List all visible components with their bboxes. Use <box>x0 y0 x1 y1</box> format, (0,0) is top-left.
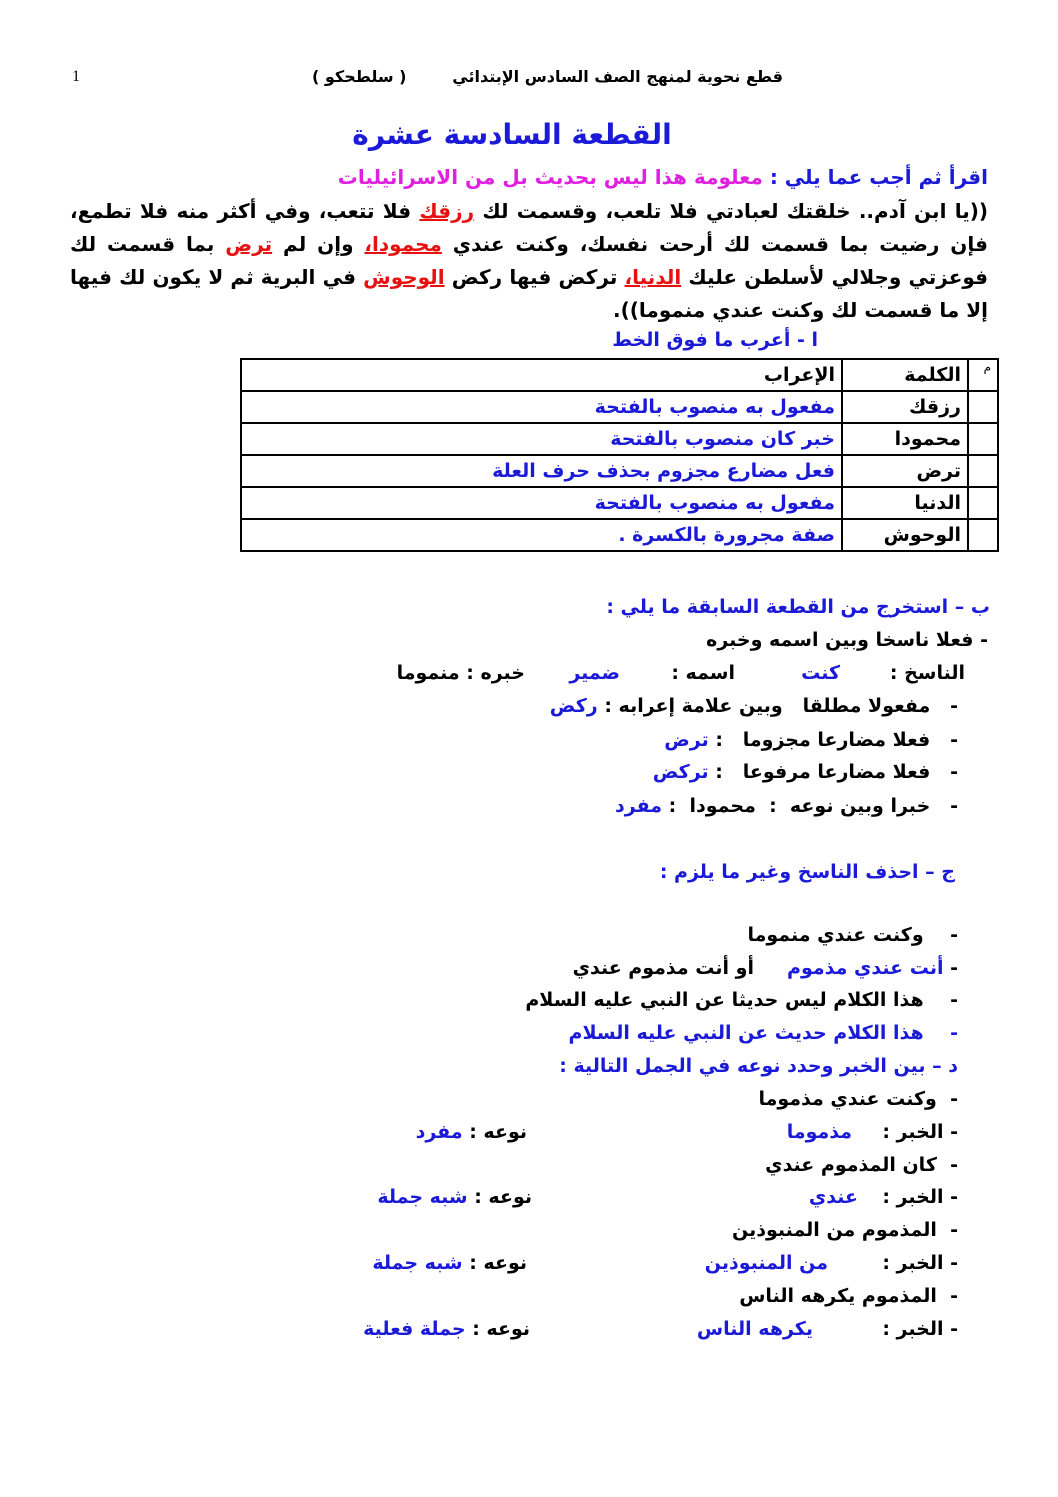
passage <box>70 195 988 327</box>
list-item: - هذا الكلام ليس حديثا عن النبي عليه السلام <box>525 989 958 1011</box>
khabar-row: - الخبر : <box>882 1121 958 1143</box>
page-number: 1 <box>72 68 80 85</box>
khabar-answer: مذموما <box>786 1121 852 1143</box>
word-cell: رزقك <box>842 391 968 423</box>
parse-cell: مفعول به منصوب بالفتحة <box>241 391 842 423</box>
table-row <box>241 455 998 487</box>
ism-value: ضمير <box>569 662 620 684</box>
section-b-heading: ب – استخرج من القطعة السابقة ما يلي : <box>606 596 990 618</box>
column-header: الكلمة <box>842 359 968 391</box>
list-item: - وكنت عندي منموما <box>747 924 958 946</box>
section-c-heading: ج – احذف الناسخ وغير ما يلزم : <box>659 861 955 883</box>
passage-text: تركض فيها ركض <box>444 265 625 289</box>
table-header-row <box>241 359 998 391</box>
type-row: نوعه : مفرد <box>415 1121 527 1143</box>
highlight-word: الوحوش <box>363 265 445 289</box>
khabar-value: خبره : منموما <box>396 662 525 684</box>
list-item: - مفعولا مطلقا وبين علامة إعرابه : ركض <box>549 695 958 717</box>
passage-text: ((يا ابن آدم.. خلقتك لعبادتي فلا تلعب، وقسمت لك <box>474 199 988 223</box>
khabar-row: - الخبر : <box>882 1318 958 1340</box>
word-cell: الوحوش <box>842 519 968 551</box>
khabar-row: - الخبر : <box>882 1186 958 1208</box>
khabar-row: - الخبر : <box>882 1252 958 1274</box>
passage-text: وإن لم <box>272 232 365 256</box>
column-header: الإعراب <box>241 359 842 391</box>
table-row <box>241 391 998 423</box>
header-author: ( سلطحكو ) <box>312 67 407 86</box>
parse-cell: مفعول به منصوب بالفتحة <box>241 487 842 519</box>
instruction-label: اقرأ ثم أجب عما يلي : <box>769 165 988 189</box>
parse-cell: خبر كان منصوب بالفتحة <box>241 423 842 455</box>
parsing-table <box>240 358 999 552</box>
passage-text: في البرية ثم لا يكون لك فيها إلا ما قسمت لك وكنت عندي منموما)). <box>70 265 988 322</box>
instruction-note: معلومة هذا ليس بحديث بل من الاسرائيليات <box>337 165 763 189</box>
highlight-word: محمودا، <box>364 232 442 256</box>
list-item: - أنت عندي مذموم أو أنت مذموم عندي <box>572 957 958 979</box>
type-row: نوعه : جملة فعلية <box>363 1318 530 1340</box>
table-row <box>241 423 998 455</box>
list-item: - خبرا وبين نوعه : محمودا : مفرد <box>615 795 958 817</box>
table-row <box>241 519 998 551</box>
sentence-item: - المذموم من المنبوذين <box>732 1219 958 1241</box>
list-item: - هذا الكلام حديث عن النبي عليه السلام <box>568 1022 958 1044</box>
khabar-answer: من المنبوذين <box>704 1252 828 1274</box>
passage-text: فلا تتعب، وفي أكثر منه فلا تطمع، فإن رضيت بما قسمت لك أرحت نفسك، وكنت عندي <box>70 199 988 256</box>
type-row: نوعه : شبه جملة <box>377 1186 532 1208</box>
word-cell: محمودا <box>842 423 968 455</box>
table-row <box>241 487 998 519</box>
highlight-word: الدنيا، <box>624 265 682 289</box>
ism-label: اسمه : <box>671 662 735 684</box>
khabar-answer: عندي <box>808 1186 858 1208</box>
sentence-item: - وكنت عندي مذموما <box>758 1088 958 1110</box>
highlight-word: رزقك <box>419 199 475 223</box>
type-row: نوعه : شبه جملة <box>372 1252 527 1274</box>
instruction <box>338 162 988 192</box>
nasikh-value: كنت <box>801 662 840 684</box>
section-b-q1: - فعلا ناسخا وبين اسمه وخبره <box>706 629 988 651</box>
column-header: م <box>968 359 998 391</box>
header-title: قطع نحوية لمنهج الصف السادس الإبتدائي <box>452 67 783 86</box>
word-cell: الدنيا <box>842 487 968 519</box>
highlight-word: ترض <box>225 232 273 256</box>
list-item: - فعلا مضارعا مرفوعا : تركض <box>652 761 958 783</box>
khabar-answer: يكرهه الناس <box>696 1318 813 1340</box>
page-title: القطعة السادسة عشرة <box>352 118 672 151</box>
parse-cell: فعل مضارع مجزوم بحذف حرف العلة <box>241 455 842 487</box>
nasikh-label: الناسخ : <box>889 662 965 684</box>
word-cell: ترض <box>842 455 968 487</box>
section-a-heading: ا - أعرب ما فوق الخط <box>612 329 818 351</box>
list-item: - فعلا مضارعا مجزوما : ترض <box>664 729 958 751</box>
passage-text: بما قسمت لك فوعزتي وجلالي لأسلطن عليك <box>70 232 988 289</box>
parse-cell: صفة مجرورة بالكسرة . <box>241 519 842 551</box>
sentence-item: - المذموم يكرهه الناس <box>739 1285 958 1307</box>
section-d-heading: د – بين الخبر وحدد نوعه في الجمل التالية : <box>559 1055 958 1077</box>
sentence-item: - كان المذموم عندي <box>765 1154 958 1176</box>
